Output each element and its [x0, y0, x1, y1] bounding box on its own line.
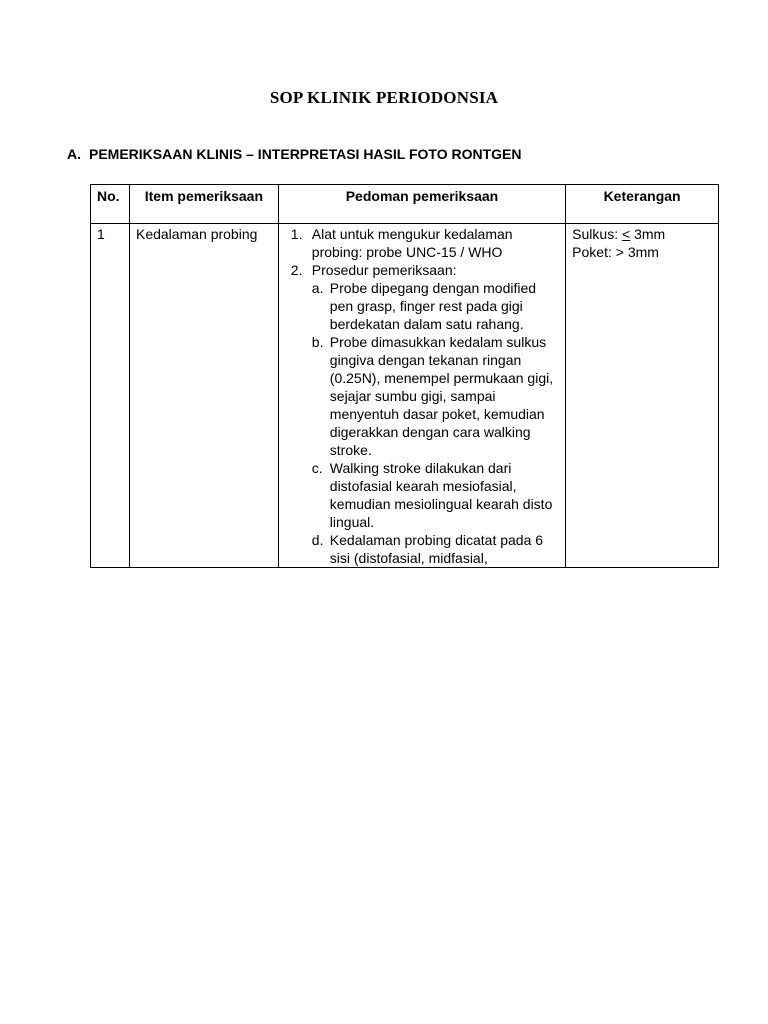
prosedur-item-letter: a.	[311, 280, 324, 296]
prosedur-item-letter: c.	[311, 460, 323, 476]
keterangan-poket: Poket: > 3mm	[572, 244, 659, 260]
prosedur-item-text: Probe dimasukkan kedalam sulkus gingiva dengan tekanan ringan (0.25N), menempel permukaan gigi, sejajar sumbu gigi, sampai menyentuh dasar poket, kemudian digerakkan dengan cara walking stroke.	[329, 334, 554, 458]
prosedur-item-letter: d.	[311, 532, 324, 548]
section-heading	[67, 146, 521, 162]
prosedur-item-c	[312, 459, 559, 531]
sulkus-label: Sulkus:	[572, 226, 619, 242]
sop-table	[90, 184, 719, 568]
cell-keterangan	[566, 224, 719, 568]
pedoman-item-1	[285, 225, 559, 261]
page-title: SOP KLINIK PERIODONSIA	[269, 88, 499, 107]
prosedur-item-text: Kedalaman probing dicatat pada 6 sisi (distofasial, midfasial,	[329, 532, 544, 566]
keterangan-sulkus	[572, 225, 712, 243]
cell-no: 1	[91, 224, 130, 568]
cell-item: Kedalaman probing	[129, 224, 278, 568]
section-letter: A.	[67, 146, 81, 162]
prosedur-item-a	[312, 279, 559, 333]
cell-pedoman	[278, 224, 565, 568]
pedoman-item-number: 1.	[290, 226, 303, 242]
header-no: No.	[91, 185, 130, 224]
pedoman-item-2	[285, 261, 559, 567]
header-pedoman: Pedoman pemeriksaan	[278, 185, 565, 224]
pedoman-list	[285, 225, 559, 567]
table-row	[91, 224, 719, 568]
sulkus-value: 3mm	[634, 226, 666, 242]
prosedur-item-text: Walking stroke dilakukan dari distofasial kearah mesiofasial, kemudian mesiolingual kearah disto lingual.	[329, 460, 553, 530]
pedoman-item-text: Prosedur pemeriksaan:	[311, 262, 457, 278]
table-header-row	[91, 185, 719, 224]
prosedur-item-letter: b.	[311, 334, 324, 350]
prosedur-item-text: Probe dipegang dengan modified pen grasp, finger rest pada gigi berdekatan dalam satu rahang.	[329, 280, 537, 332]
section-title: PEMERIKSAAN KLINIS – INTERPRETASI HASIL FOTO RONTGEN	[89, 146, 522, 162]
header-item: Item pemeriksaan	[129, 185, 278, 224]
prosedur-item-d	[312, 531, 559, 567]
sulkus-operator: <	[621, 226, 631, 242]
prosedur-item-b	[312, 333, 559, 459]
pedoman-item-number: 2.	[290, 262, 303, 278]
pedoman-item-text: Alat untuk mengukur kedalaman probing: probe UNC-15 / WHO	[311, 226, 513, 260]
header-keterangan: Keterangan	[566, 185, 719, 224]
prosedur-sublist	[312, 279, 559, 567]
